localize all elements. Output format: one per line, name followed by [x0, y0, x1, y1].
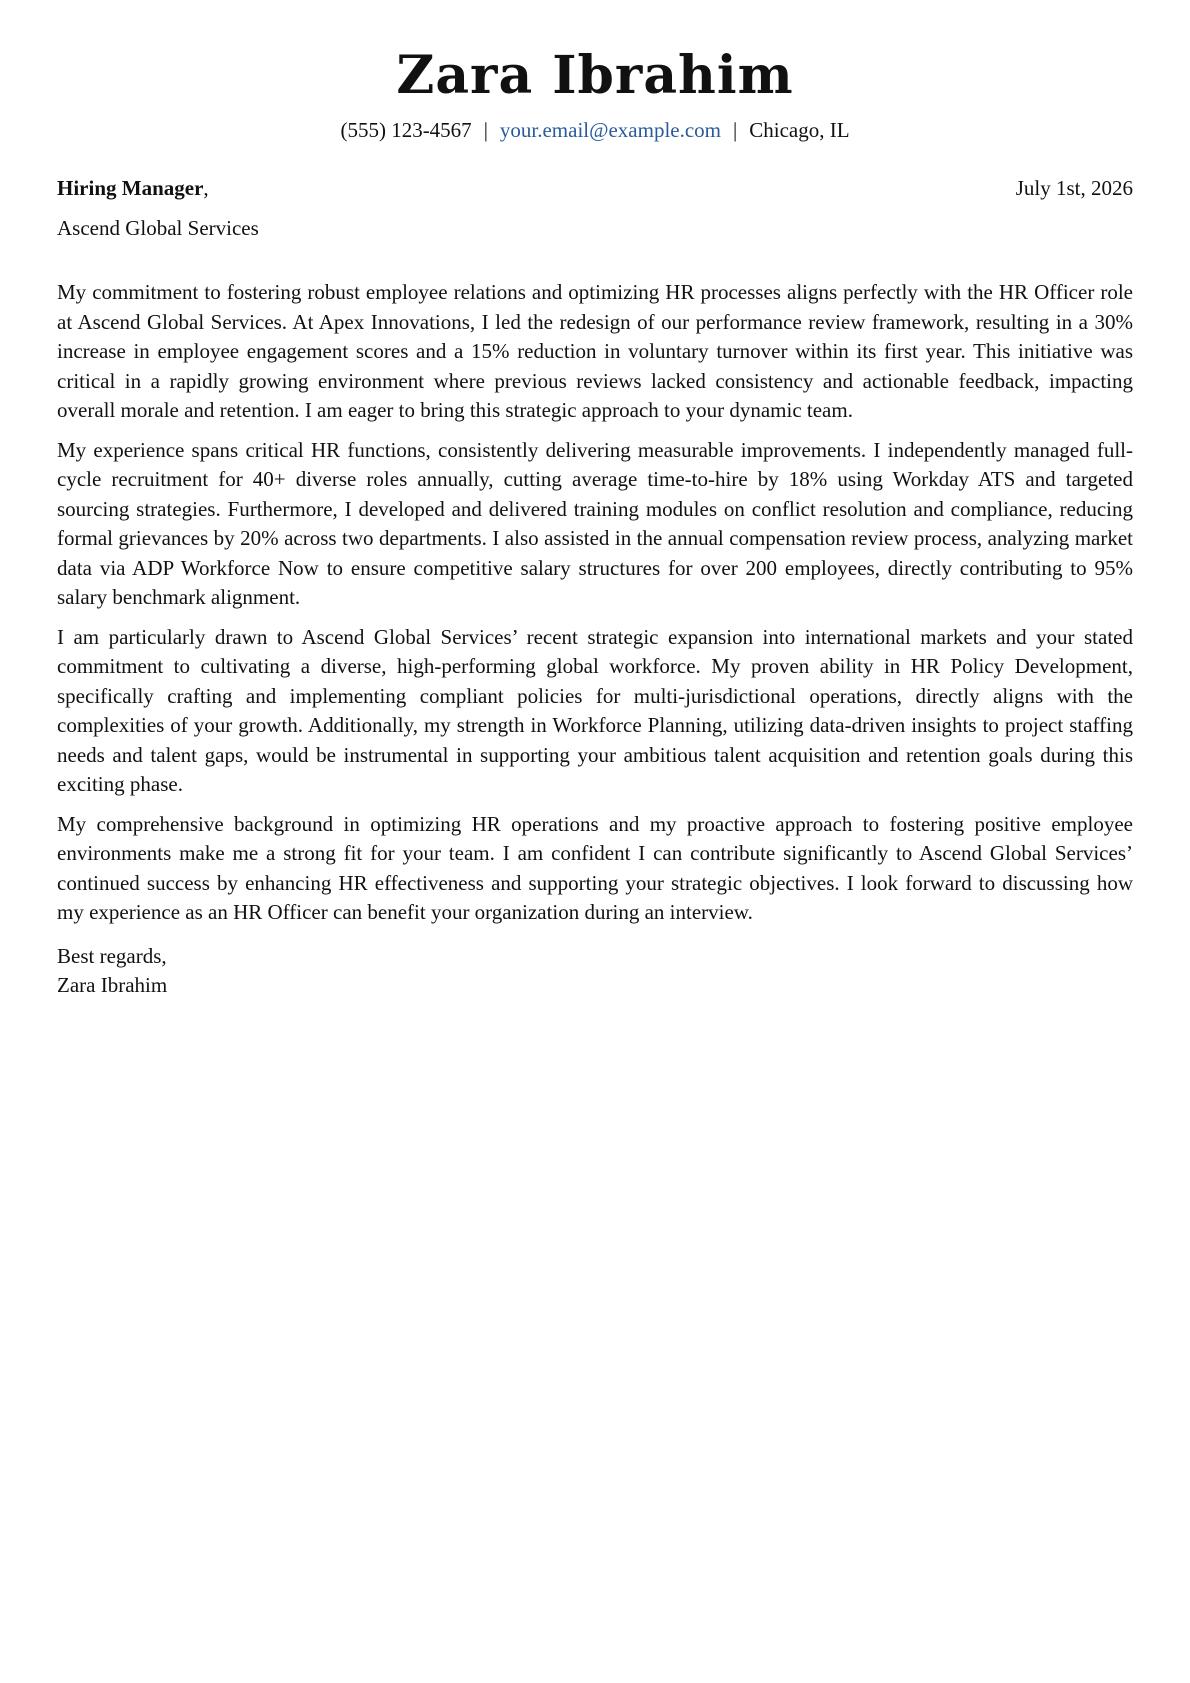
letter-date: July 1st, 2026: [1015, 176, 1133, 200]
contact-separator: |: [483, 118, 488, 142]
body-paragraph: My comprehensive background in optimizing HR operations and my proactive approach to fostering positive employee environments make me a strong fit for your team. I am confident I can contribute significantly to Ascend Global Services’ continued success by enhancing HR effectiveness and supporting your strategic objectives. I look forward to discussing how my experience as an HR Officer can benefit your organization during an interview.: [57, 811, 1133, 924]
signature-name: Zara Ibrahim: [57, 972, 168, 997]
recipient-title-suffix: ,: [203, 176, 209, 200]
body-paragraph: I am particularly drawn to Ascend Global Services’ recent strategic expansion into international markets and your stated commitment to cultivating a diverse, high-performing global workforce. My proven ability in HR Policy Development, specifically crafting and implementing compliant policies for multi-jurisdictional operations, directly aligns with the complexities of your growth. Additionally, my strength in Workforce Planning, utilizing data-driven insights to project staffing needs and talent gaps, would be instrumental in supporting your ambitious talent acquisition and retention goals during this exciting phase.: [57, 624, 1133, 796]
letter-closing: [57, 942, 1133, 1000]
email-link[interactable]: your.email@example.com: [499, 118, 722, 142]
contact-line: [57, 116, 1133, 144]
contact-separator: |: [733, 118, 738, 142]
recipient-salutation: [57, 174, 209, 202]
recipient-row: [57, 174, 1133, 202]
recipient-company: Ascend Global Services: [57, 216, 259, 240]
body-paragraph: My commitment to fostering robust employee relations and optimizing HR processes aligns perfectly with the HR Officer role at Ascend Global Services. At Apex Innovations, I led the redesign of our performance review framework, resulting in a 30% increase in employee engagement scores and a 15% reduction in voluntary turnover within its first year. This initiative was critical in a rapidly growing environment where previous reviews lacked consistency and actionable feedback, impacting overall morale and retention. I am eager to bring this strategic approach to your dynamic team.: [57, 280, 1133, 422]
recipient-title: Hiring Manager: [57, 176, 204, 200]
phone-number: (555) 123-4567: [340, 118, 472, 142]
letter-body: [57, 278, 1133, 928]
body-paragraph: My experience spans critical HR functions, consistently delivering measurable improvements. I independently managed full-cycle recruitment for 40+ diverse roles annually, cutting average time-to-hire by 18% using Workday ATS and targeted sourcing strategies. Furthermore, I developed and delivered training modules on conflict resolution and compliance, reducing formal grievances by 20% across two departments. I also assisted in the annual compensation review process, analyzing market data via ADP Workforce Now to ensure competitive salary structures for over 200 employees, directly contributing to 95% salary benchmark alignment.: [57, 437, 1133, 609]
applicant-name: Zara Ibrahim: [396, 45, 794, 106]
location: Chicago, IL: [749, 118, 850, 142]
closing-salutation: Best regards,: [57, 943, 167, 968]
